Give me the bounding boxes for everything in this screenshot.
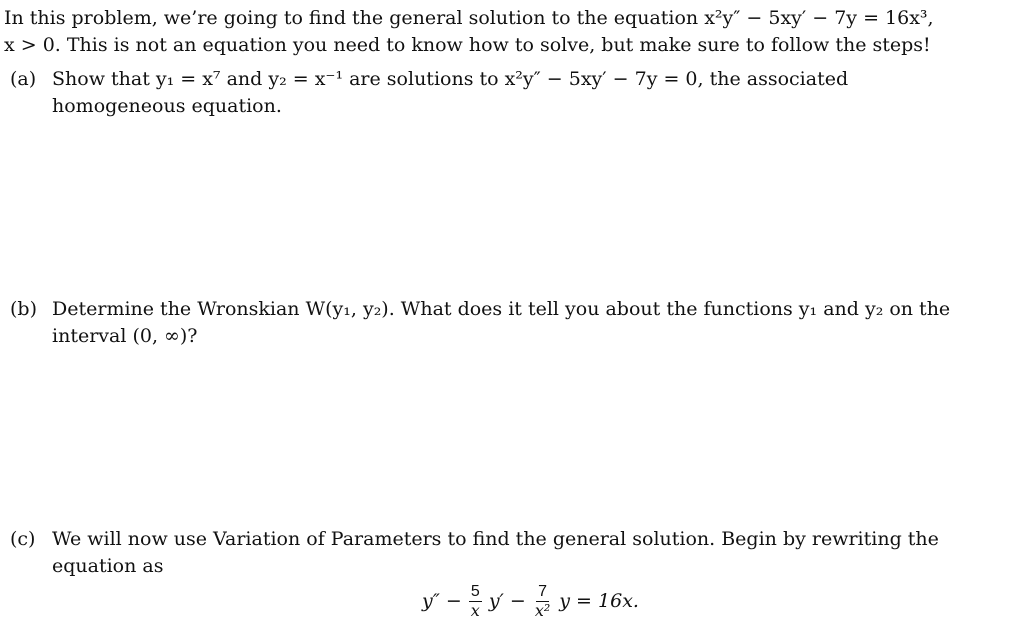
intro-text-line-2: x > 0. This is not an equation you need to know how to solve, but make sure to follow the steps! xyxy=(4,34,931,56)
fraction-seven-over-x-squared xyxy=(533,583,552,620)
fraction-2-denominator: x² xyxy=(534,600,551,620)
part-c-text-line-2: equation as xyxy=(52,555,164,577)
fraction-1-numerator: 5 xyxy=(470,582,480,600)
part-a-text-line-1: Show that y₁ = x⁷ and y₂ = x⁻¹ are solutions to x²y″ − 5xy′ − 7y = 0, the associated xyxy=(52,68,849,90)
part-a-text-line-2: homogeneous equation. xyxy=(52,95,282,117)
rewritten-equation xyxy=(418,572,643,630)
part-a-label: (a) xyxy=(10,68,37,90)
intro-text-line-1: In this problem, we’re going to find the general solution to the equation x²y″ − 5xy′ − 7y = 16x³, xyxy=(4,7,934,29)
equation-lead: y″ − xyxy=(422,590,462,612)
equation-tail: y = 16x. xyxy=(559,590,639,612)
part-c-label: (c) xyxy=(10,528,36,550)
fraction-2-numerator: 7 xyxy=(538,582,548,600)
part-b-text-line-1: Determine the Wronskian W(y₁, y₂). What does it tell you about the functions y₁ and y₂ on the xyxy=(52,298,951,320)
fraction-1-denominator: x xyxy=(470,600,480,620)
fraction-five-over-x xyxy=(469,583,482,620)
part-b-label: (b) xyxy=(10,298,37,320)
part-c-text-line-1: We will now use Variation of Parameters to find the general solution. Begin by rewriting the xyxy=(52,528,939,550)
equation-middle: y′ − xyxy=(488,590,526,612)
part-b-text-line-2: interval (0, ∞)? xyxy=(52,325,198,347)
